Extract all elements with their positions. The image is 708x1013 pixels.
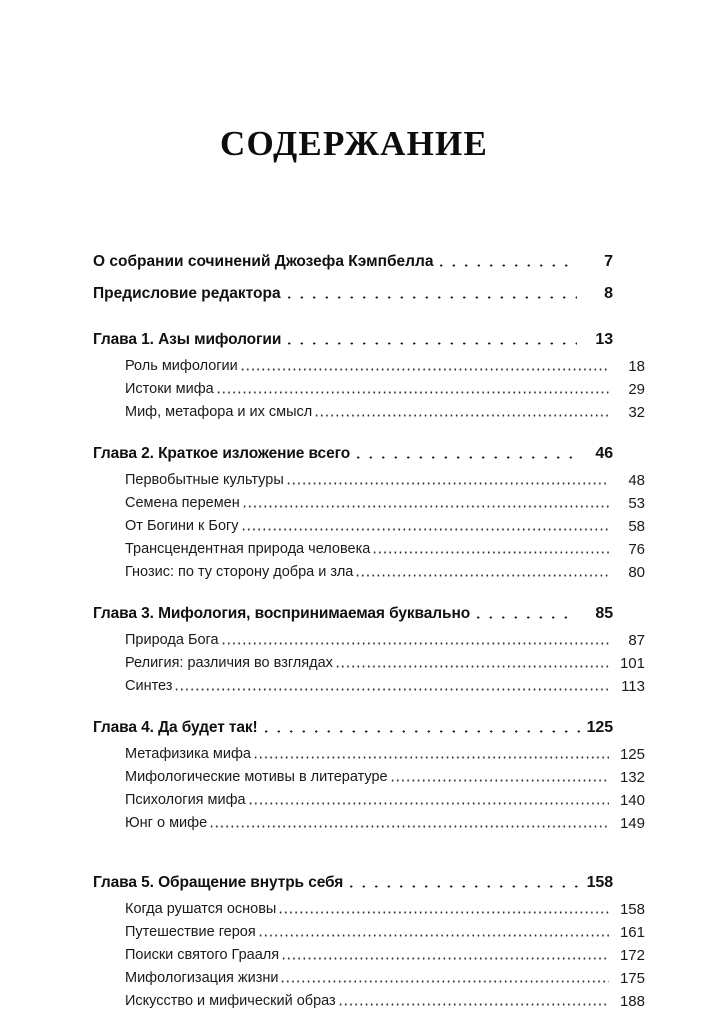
dot-leader <box>355 565 609 580</box>
toc-entry-section[interactable] <box>93 812 645 835</box>
toc-entry-page-number: 76 <box>628 541 645 558</box>
dot-leader <box>278 902 609 917</box>
toc-entry-section[interactable] <box>93 401 645 424</box>
dot-leader <box>174 679 609 694</box>
toc-list <box>93 246 645 1013</box>
toc-entry-section[interactable] <box>93 355 645 378</box>
toc-entry-front-matter[interactable] <box>93 278 613 310</box>
toc-entry-page-number: 87 <box>628 632 645 649</box>
dot-leader <box>352 446 577 462</box>
toc-entry-page-number: 46 <box>595 445 613 462</box>
chapter-group-5 <box>93 868 645 1013</box>
toc-entry-page-number: 149 <box>619 815 645 832</box>
dot-leader <box>253 747 609 762</box>
toc-entry-label: Мифологические мотивы в литературе <box>125 769 388 786</box>
toc-entry-section[interactable] <box>93 561 645 584</box>
dot-leader <box>390 770 609 785</box>
toc-entry-label: Предисловие редактора <box>93 285 281 303</box>
dot-leader <box>241 519 609 534</box>
toc-entry-section[interactable] <box>93 789 645 812</box>
toc-entry-front-matter[interactable] <box>93 246 613 278</box>
toc-entry-chapter-4[interactable] <box>93 713 613 743</box>
dot-leader <box>216 382 609 397</box>
toc-entry-label: Истоки мифа <box>125 381 214 398</box>
toc-entry-page-number: 125 <box>619 746 645 763</box>
toc-entry-section[interactable] <box>93 967 645 990</box>
toc-entry-section[interactable] <box>93 944 645 967</box>
chapter-group-3 <box>93 599 645 698</box>
chapter-group-4 <box>93 713 645 835</box>
dot-leader <box>345 875 581 891</box>
toc-entry-label: От Богини к Богу <box>125 518 239 535</box>
toc-entry-label: Синтез <box>125 678 173 695</box>
toc-entry-label: Природа Бога <box>125 632 219 649</box>
toc-entry-label: Когда рушатся основы <box>125 901 277 918</box>
toc-entry-section[interactable] <box>93 515 645 538</box>
toc-entry-page-number: 48 <box>628 472 645 489</box>
dot-leader <box>472 606 577 622</box>
toc-entry-section[interactable] <box>93 990 645 1013</box>
toc-entry-section[interactable] <box>93 492 645 515</box>
dot-leader <box>314 405 609 420</box>
dot-leader <box>280 971 609 986</box>
toc-entry-section[interactable] <box>93 898 645 921</box>
toc-entry-section[interactable] <box>93 921 645 944</box>
toc-entry-label: Метафизика мифа <box>125 746 251 763</box>
toc-entry-section[interactable] <box>93 652 645 675</box>
toc-entry-page-number: 101 <box>619 655 645 672</box>
toc-entry-page-number: 113 <box>621 678 645 695</box>
toc-entry-page-number: 188 <box>619 993 645 1010</box>
toc-entry-label: Путешествие героя <box>125 924 256 941</box>
toc-entry-page-number: 18 <box>628 358 645 375</box>
toc-entry-label: Мифологизация жизни <box>125 970 279 987</box>
dot-leader <box>260 720 581 736</box>
dot-leader <box>281 948 609 963</box>
toc-entry-label: Гнозис: по ту сторону добра и зла <box>125 564 354 581</box>
toc-entry-page-number: 140 <box>619 792 645 809</box>
dot-leader <box>283 332 577 348</box>
toc-entry-label: Глава 4. Да будет так! <box>93 719 258 737</box>
dot-leader <box>240 359 609 374</box>
dot-leader <box>209 816 609 831</box>
toc-entry-page-number: 125 <box>586 719 613 736</box>
toc-entry-section[interactable] <box>93 538 645 561</box>
toc-entry-section[interactable] <box>93 766 645 789</box>
toc-entry-label: Первобытные культуры <box>125 472 284 489</box>
toc-entry-section[interactable] <box>93 469 645 492</box>
toc-entry-label: Искусство и мифический образ <box>125 993 336 1010</box>
toc-entry-page-number: 8 <box>604 285 613 302</box>
toc-entry-section[interactable] <box>93 629 645 652</box>
toc-entry-label: Юнг о мифе <box>125 815 208 832</box>
front-matter-group <box>93 246 613 310</box>
toc-entry-label: Психология мифа <box>125 792 246 809</box>
toc-entry-label: Семена перемен <box>125 495 240 512</box>
dot-leader <box>242 496 609 511</box>
toc-entry-page-number: 53 <box>628 495 645 512</box>
toc-entry-label: Религия: различия во взглядах <box>125 655 333 672</box>
toc-entry-label: Глава 3. Мифология, воспринимаемая буквально <box>93 605 471 623</box>
toc-entry-page-number: 158 <box>619 901 645 918</box>
dot-leader <box>286 473 609 488</box>
dot-leader <box>221 633 609 648</box>
chapter-group-2 <box>93 439 645 584</box>
toc-entry-chapter-5[interactable] <box>93 868 613 898</box>
toc-entry-page-number: 132 <box>619 769 645 786</box>
toc-entry-section[interactable] <box>93 378 645 401</box>
toc-entry-label: Миф, метафора и их смысл <box>125 404 313 421</box>
dot-leader <box>372 542 609 557</box>
toc-entry-page-number: 13 <box>595 331 613 348</box>
toc-entry-page-number: 175 <box>619 970 645 987</box>
toc-entry-page-number: 80 <box>628 564 645 581</box>
toc-entry-chapter-2[interactable] <box>93 439 613 469</box>
toc-entry-label: Трансцендентная природа человека <box>125 541 371 558</box>
toc-entry-page-number: 85 <box>595 605 613 622</box>
toc-entry-section[interactable] <box>93 675 645 698</box>
toc-entry-page-number: 161 <box>619 924 645 941</box>
chapter-group-1 <box>93 325 645 424</box>
toc-entry-label: О собрании сочинений Джозефа Кэмпбелла <box>93 253 434 271</box>
toc-entry-chapter-3[interactable] <box>93 599 613 629</box>
toc-entry-page-number: 172 <box>619 947 645 964</box>
toc-entry-label: Поиски святого Грааля <box>125 947 280 964</box>
toc-entry-page-number: 29 <box>628 381 645 398</box>
toc-entry-label: Глава 1. Азы мифологии <box>93 331 282 349</box>
dot-leader <box>435 254 577 270</box>
toc-entry-label: Роль мифологии <box>125 358 238 375</box>
dot-leader <box>258 925 609 940</box>
toc-entry-label: Глава 2. Краткое изложение всего <box>93 445 351 463</box>
dot-leader <box>283 286 577 302</box>
toc-entry-page-number: 7 <box>604 253 613 270</box>
dot-leader <box>338 994 609 1009</box>
page-title: СОДЕРЖАНИЕ <box>219 124 488 163</box>
dot-leader <box>248 793 609 808</box>
toc-entry-page-number: 32 <box>628 404 645 421</box>
toc-entry-page-number: 58 <box>628 518 645 535</box>
toc-entry-page-number: 158 <box>586 874 613 891</box>
toc-entry-label: Глава 5. Обращение внутрь себя <box>93 874 344 892</box>
toc-entry-chapter-1[interactable] <box>93 325 613 355</box>
toc-entry-section[interactable] <box>93 743 645 766</box>
dot-leader <box>335 656 609 671</box>
